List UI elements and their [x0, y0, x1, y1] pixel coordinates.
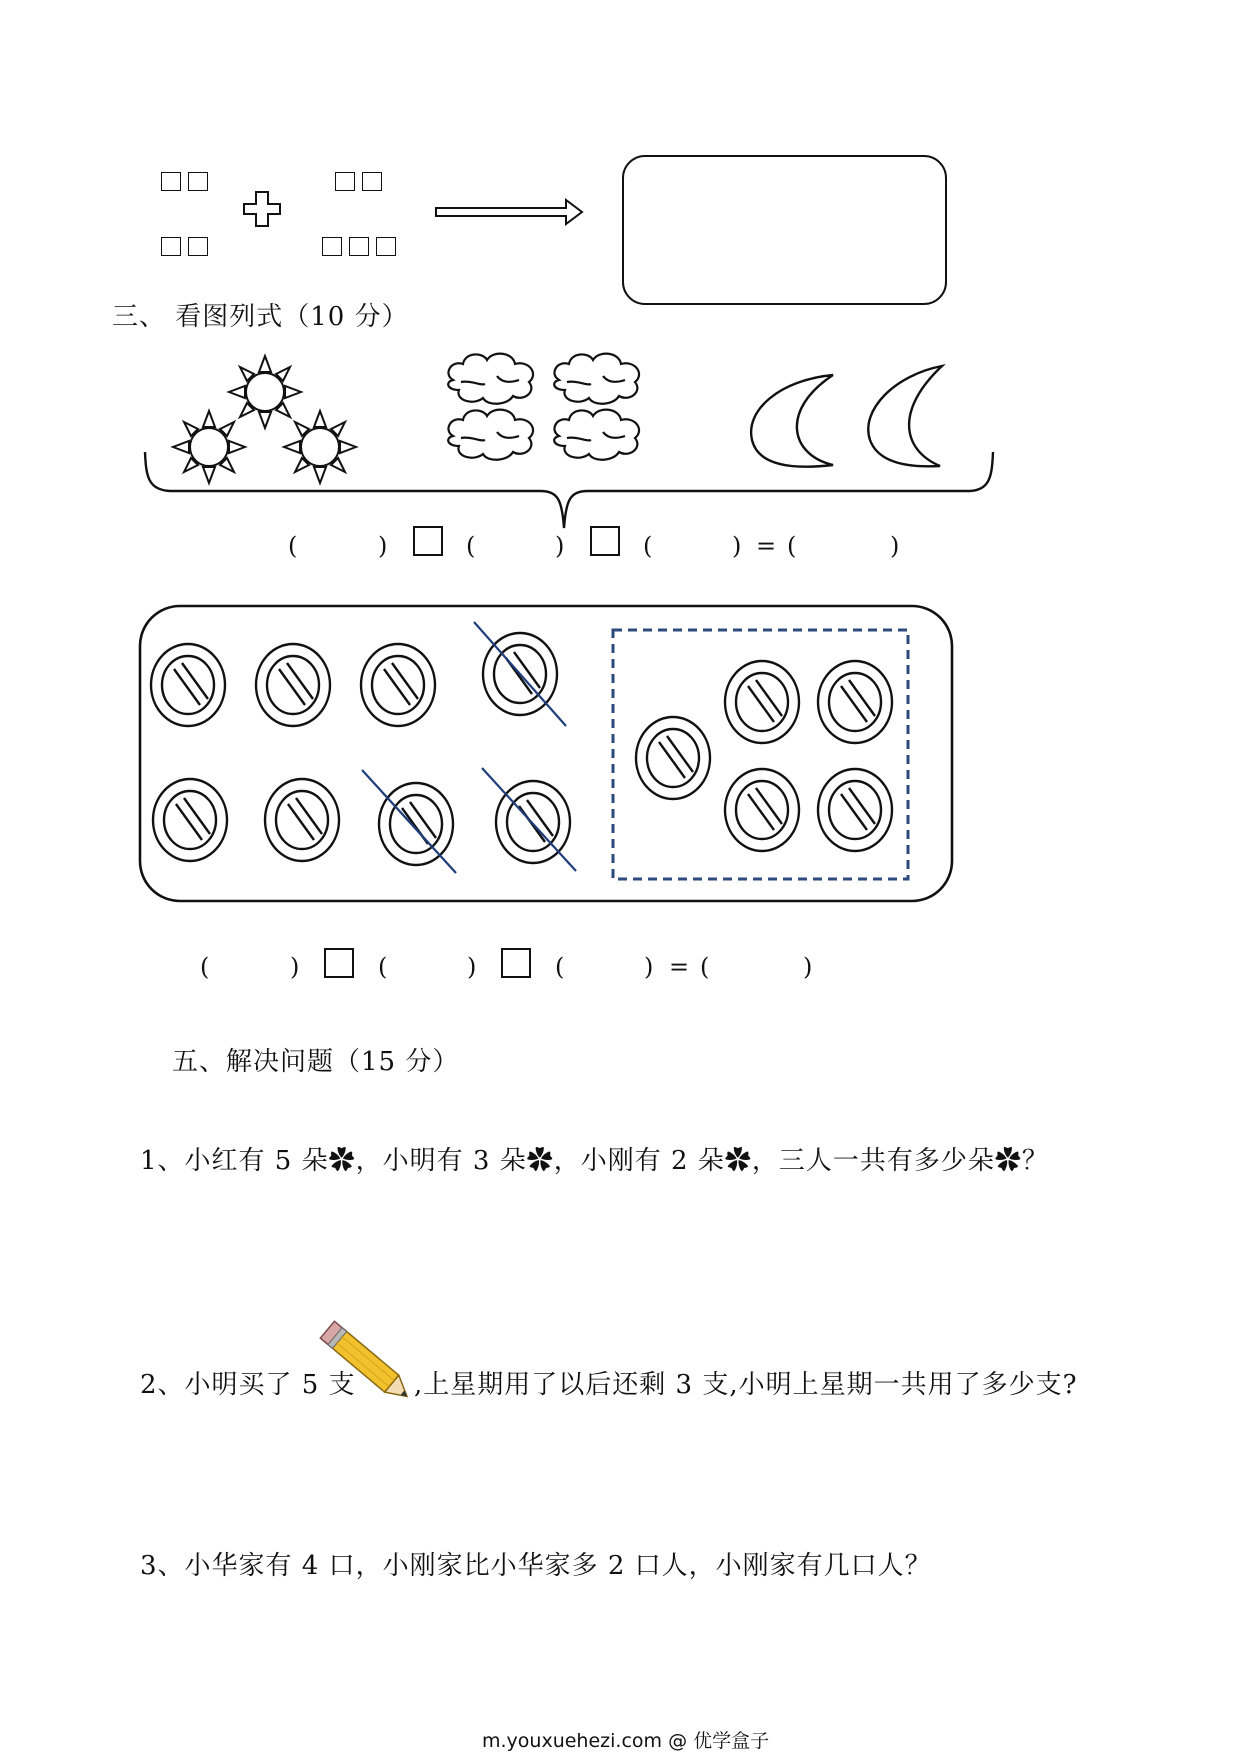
operator-box[interactable] — [324, 948, 354, 978]
operator-box[interactable] — [590, 526, 620, 556]
counter-icon — [818, 769, 892, 851]
paren-open: ( — [200, 953, 210, 981]
counter-icon — [256, 644, 330, 726]
equals-sign: = — [756, 532, 777, 560]
problem-1-text: 1、小红有 5 朵 — [140, 1146, 329, 1176]
paren-close: ) — [890, 532, 900, 560]
section-3-title: 三、 看图列式（10 分） — [112, 302, 409, 332]
counter-icon — [153, 779, 227, 861]
counter-icon — [725, 661, 799, 743]
moon-icon — [868, 366, 942, 466]
brace — [145, 452, 993, 528]
paren-open: ( — [466, 532, 476, 560]
paren-open: ( — [643, 532, 653, 560]
flower-icon: ✿ — [526, 1146, 554, 1176]
counter-icon — [636, 717, 710, 799]
paren-close: ) — [467, 953, 477, 981]
operator-box[interactable] — [413, 526, 443, 556]
problem-3: 3、小华家有 4 口，小刚家比小华家多 2 口人，小刚家有几口人？ — [140, 1551, 932, 1581]
paren-open: ( — [378, 953, 388, 981]
sun-icon — [229, 356, 301, 428]
section-5-title: 五、解决问题（15 分） — [172, 1047, 460, 1077]
paren-close: ) — [732, 532, 742, 560]
paren-close: ) — [644, 953, 654, 981]
problem-1-text: ，小刚有 2 朵 — [553, 1146, 725, 1176]
flower-icon: ✿ — [724, 1146, 752, 1176]
counter-icon — [361, 644, 435, 726]
counter-icon — [379, 783, 453, 865]
cloud-icon — [554, 354, 639, 404]
problem-1-text: ，小明有 3 朵 — [355, 1146, 527, 1176]
paren-close: ) — [290, 953, 300, 981]
paren-open: ( — [787, 532, 797, 560]
equals-sign: = — [669, 953, 690, 981]
paren-open: ( — [555, 953, 565, 981]
cloud-icon — [554, 410, 639, 460]
flower-icon: ✿ — [994, 1146, 1022, 1176]
footer-watermark: m.youxuehezi.com @ 优学盒子 — [482, 1730, 770, 1752]
sun-icon — [173, 411, 245, 483]
problem-2-part-a: 2、小明买了 5 支 — [140, 1370, 356, 1400]
paren-open: ( — [700, 953, 710, 981]
problem-1-text: ？ — [1021, 1146, 1049, 1176]
problem-1-text: ，三人一共有多少朵 — [751, 1146, 995, 1176]
counter-icon — [818, 661, 892, 743]
plus-icon — [244, 192, 280, 226]
problem-1 — [140, 1140, 1049, 1177]
paren-close: ) — [378, 532, 388, 560]
moon-icon — [751, 375, 833, 467]
arrow-right-icon — [436, 200, 582, 224]
paren-close: ) — [803, 953, 813, 981]
operator-box[interactable] — [501, 948, 531, 978]
flower-icon: ✿ — [328, 1146, 356, 1176]
counter-icon — [265, 779, 339, 861]
answer-box — [623, 156, 946, 304]
sun-icon — [284, 411, 356, 483]
counter-icon — [725, 769, 799, 851]
paren-close: ) — [555, 532, 565, 560]
cloud-icon — [448, 410, 533, 460]
paren-open: ( — [288, 532, 298, 560]
counter-icon — [151, 644, 225, 726]
problem-2-part-b: ,上星期用了以后还剩 3 支,小明上星期一共用了多少支? — [414, 1370, 1078, 1400]
cloud-icon — [448, 354, 533, 404]
